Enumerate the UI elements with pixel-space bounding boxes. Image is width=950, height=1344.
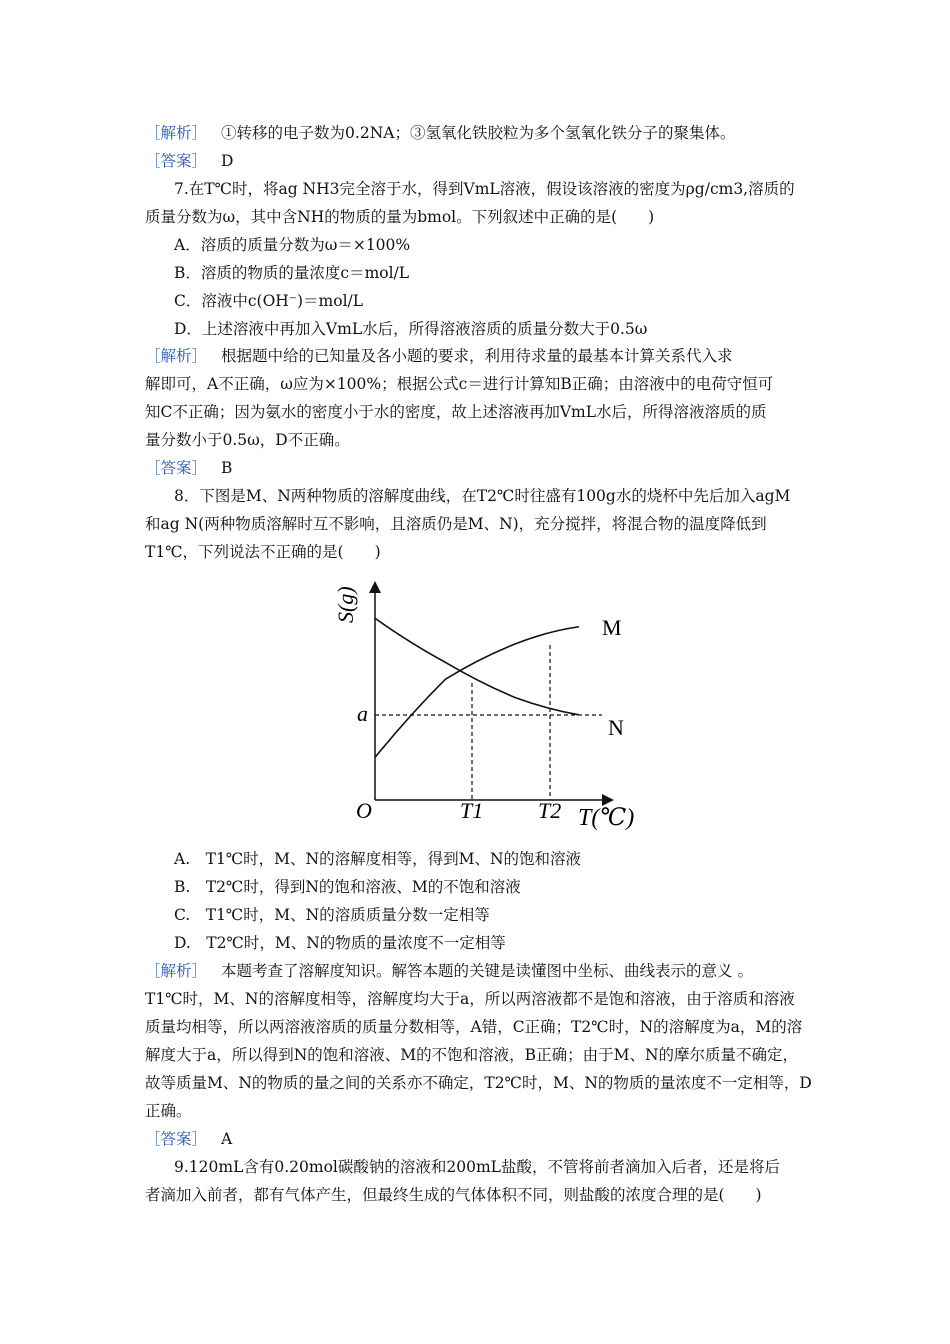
q8-option-c: C. T1℃时，M、N的溶质质量分数一定相等	[174, 906, 490, 924]
q8-line-1: 8．下图是M、N两种物质的溶解度曲线，在T2℃时往盛有100g水的烧杯中先后加入agM	[174, 487, 791, 505]
q8-line-2: 和ag N(两种物质溶解时互不影响，且溶质仍是M、N)，充分搅拌，将混合物的温度降低到	[145, 515, 767, 533]
q8-option-d: D. T2℃时，M、N的物质的量浓度不一定相等	[174, 934, 506, 952]
q7-option-c: C．溶液中c(OH⁻)＝mol/L	[174, 292, 364, 310]
analysis-line: 根据题中给的已知量及各小题的要求，利用待求量的最基本计算关系代入求	[221, 347, 733, 365]
solubility-chart	[320, 575, 650, 840]
series-label-n: N	[608, 715, 624, 740]
answer-tag: ［ 答案 ］	[145, 152, 207, 170]
y-axis-label: S(g)	[333, 586, 358, 623]
answer-tag: ［ 答案 ］	[145, 459, 207, 477]
x-axis-label: T(℃)	[578, 805, 635, 831]
curve-m	[375, 627, 579, 758]
analysis-tag: ［ 解析 ］	[145, 124, 207, 142]
q8-option-b: B. T2℃时，得到N的饱和溶液、M的不饱和溶液	[174, 878, 521, 896]
y-tick-label-a: a	[357, 701, 368, 726]
analysis-8-line-3: 质量均相等，所以两溶液溶质的质量分数相等，A错，C正确；T2℃时，N的溶解度为a，M的溶	[145, 1018, 803, 1036]
analysis-8-line-4: 解度大于a，所以得到N的饱和溶液、M的不饱和溶液，B正确；由于M、N的摩尔质量不确定，	[145, 1046, 799, 1064]
x-tick-label-t1: T1	[460, 798, 484, 823]
analysis-tag: ［ 解析 ］	[145, 962, 207, 980]
series-label-m: M	[602, 615, 622, 640]
q9-line-1: 9.120mL含有0.20mol碳酸钠的溶液和200mL盐酸，不管将前者滴加入后者，还是将后	[174, 1158, 780, 1176]
analysis-7-line-3: 知C不正确；因为氨水的密度小于水的密度，故上述溶液再加VmL水后，所得溶液溶质的质	[145, 403, 767, 421]
answer-8	[145, 1129, 232, 1149]
analysis-8-line-5: 故等质量M、N的物质的量之间的关系亦不确定，T2℃时，M、N的物质的量浓度不一定相等，D	[145, 1074, 812, 1092]
q8-option-a: A. T1℃时，M、N的溶解度相等，得到M、N的饱和溶液	[174, 850, 582, 868]
analysis-7-line-2: 解即可，A不正确，ω应为×100%；根据公式c＝进行计算知B正确；由溶液中的电荷守恒可	[145, 375, 774, 393]
answer-7	[145, 458, 232, 478]
analysis-8-line-2: T1℃时，M、N的溶解度相等，溶解度均大于a，所以两溶液都不是饱和溶液，由于溶质和溶液	[145, 990, 795, 1008]
q7-option-d: D．上述溶液中再加入VmL水后，所得溶液溶质的质量分数大于0.5ω	[174, 320, 648, 338]
q8-line-3: T1℃，下列说法不正确的是( )	[145, 543, 381, 561]
analysis-7-line-4: 量分数小于0.5ω，D不正确。	[145, 431, 350, 449]
answer-text: A	[221, 1130, 233, 1148]
answer-text: B	[221, 459, 233, 477]
q7-option-a: A．溶质的质量分数为ω＝×100%	[174, 236, 411, 254]
analysis-8-line-6: 正确。	[145, 1102, 192, 1120]
analysis-7	[145, 346, 733, 366]
answer-6	[145, 151, 233, 171]
q9-line-2: 者滴加入前者，都有气体产生，但最终生成的气体体积不同，则盐酸的浓度合理的是( )	[145, 1186, 762, 1204]
analysis-6	[145, 123, 735, 143]
analysis-text: ①转移的电子数为0.2NA；③氢氧化铁胶粒为多个氢氧化铁分子的聚集体。	[221, 124, 736, 142]
analysis-8	[145, 961, 753, 981]
q7-line-1: 7.在T℃时，将ag NH3完全溶于水，得到VmL溶液，假设该溶液的密度为ρg/cm3,溶质的	[174, 180, 795, 198]
answer-text: D	[221, 152, 234, 170]
analysis-tag: ［ 解析 ］	[145, 347, 207, 365]
origin-label: O	[356, 798, 372, 823]
answer-tag: ［ 答案 ］	[145, 1130, 207, 1148]
analysis-line: 本题考查了溶解度知识。解答本题的关键是读懂图中坐标、曲线表示的意义 。	[221, 962, 753, 980]
q7-option-b: B．溶质的物质的量浓度c＝mol/L	[174, 264, 410, 282]
q7-line-2: 质量分数为ω，其中含NH的物质的量为bmol。下列叙述中正确的是( )	[145, 208, 655, 226]
x-tick-label-t2: T2	[538, 798, 562, 823]
